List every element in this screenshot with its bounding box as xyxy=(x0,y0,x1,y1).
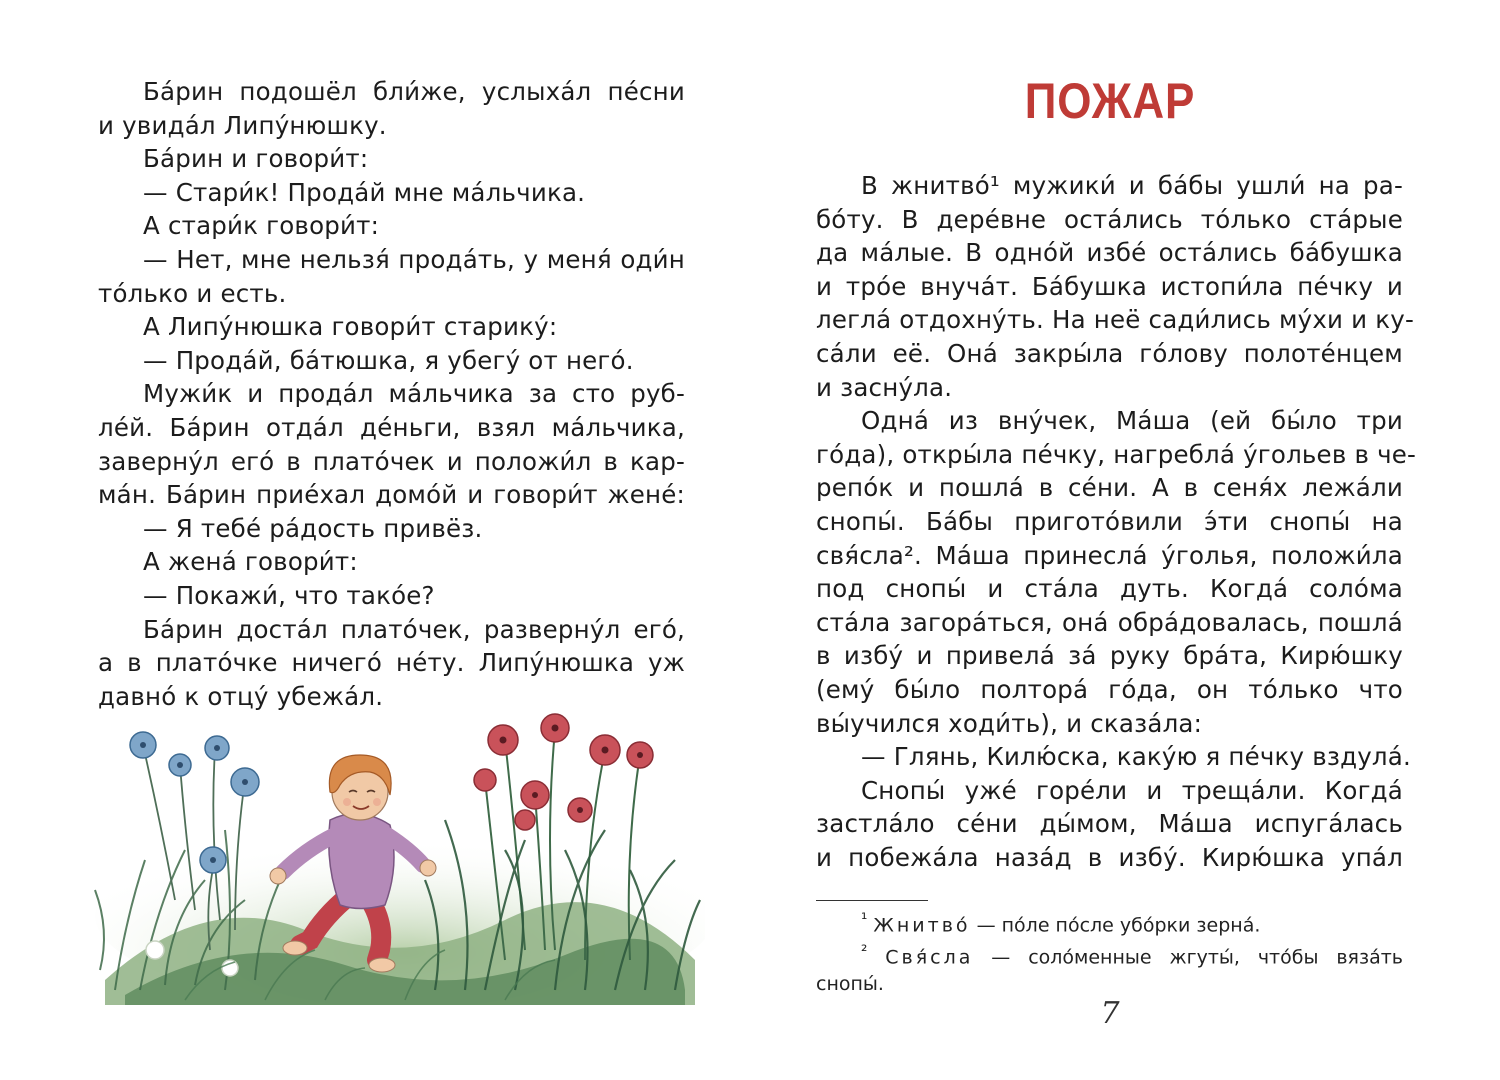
text-line: Одна́ из вну́чек, Ма́ша (ей бы́ло три xyxy=(861,406,1403,436)
footnote-term: Жнитво́ xyxy=(873,914,971,937)
text-line: А Липу́нюшка говори́т старику́: xyxy=(143,312,558,342)
text-line: репо́к и пошла́ в се́ни. А в сеня́х лежа́ли xyxy=(816,473,1403,503)
page-number: 7 xyxy=(1100,996,1120,1031)
footnote-1 xyxy=(816,906,1403,938)
text-line: (ему́ бы́ло полтора́ го́да, он то́лько что xyxy=(816,674,1403,704)
footnote-mark: ¹ xyxy=(861,909,868,928)
text-line: и засну́ла. xyxy=(816,372,953,402)
footnote-divider xyxy=(816,900,928,901)
text-line: да ма́лые. В одно́й избе́ оста́лись ба́бушка xyxy=(816,238,1403,268)
text-line: Мужи́к и прода́л ма́льчика за сто руб- xyxy=(143,379,685,409)
text-line: давно́ к отцу́ убежа́л. xyxy=(98,681,384,711)
text-line: ма́н. Ба́рин прие́хал домо́й и говори́т жене́: xyxy=(98,480,685,510)
footnote-2 xyxy=(816,938,1403,970)
footnote-text: — по́ле по́сле убо́рки зерна́. xyxy=(970,914,1261,937)
text-line: — Глянь, Килю́ска, каку́ю я пе́чку вздула́. xyxy=(861,742,1411,772)
text-line: А стари́к говори́т: xyxy=(143,211,380,241)
text-line: — Прода́й, ба́тюшка, я убегу́ от него́. xyxy=(143,345,634,375)
text-line: и тро́е внуча́т. Ба́бушка истопи́ла пе́чку и xyxy=(816,271,1403,301)
text-line: и увида́л Липу́нюшку. xyxy=(98,110,387,140)
text-line: — Стари́к! Прода́й мне ма́льчика. xyxy=(143,177,586,207)
left-page-text xyxy=(98,75,685,713)
text-line: в избу́ и привела́ за́ руку бра́та, Кирю́шку xyxy=(816,641,1403,671)
text-line: вы́учился ходи́ть), и сказа́ла: xyxy=(816,708,1203,738)
text-line: Ба́рин подошёл бли́же, услыха́л пе́сни xyxy=(143,77,685,106)
text-line: — Нет, мне нельзя́ прода́ть, у меня́ оди́н xyxy=(143,244,685,274)
text-line: и побежа́ла наза́д в избу́. Кирю́шка упа́л xyxy=(816,842,1403,872)
text-line: — Я тебе́ ра́дость привёз. xyxy=(143,513,483,543)
text-line: застла́ло се́ни ды́мом, Ма́ша испуга́лась xyxy=(816,809,1403,839)
text-line: Ба́рин и говори́т: xyxy=(143,144,369,174)
right-page-text xyxy=(816,169,1417,874)
text-line: а в плато́чке ничего́ не́ту. Липу́нюшка уж xyxy=(98,648,685,678)
text-line: са́ли её. Она́ закры́ла го́лову полоте́нцем xyxy=(816,338,1403,368)
text-line: Ба́рин доста́л плато́чек, разверну́л его́, xyxy=(143,614,685,644)
boy-running-illustration xyxy=(85,700,705,1005)
footnote-2-continuation: снопы́. xyxy=(816,972,884,995)
text-line: бо́ту. В дере́вне оста́лись то́лько ста́рые xyxy=(816,204,1403,234)
text-line: под снопы́ и ста́ла дуть. Когда́ соло́ма xyxy=(816,574,1403,604)
text-line: А жена́ говори́т: xyxy=(143,547,358,577)
footnote-term: Свя́сла xyxy=(885,946,974,969)
text-line: то́лько и есть. xyxy=(98,278,287,308)
text-line: В жнитво́¹ мужики́ и ба́бы ушли́ на ра- xyxy=(861,171,1403,200)
text-line: Снопы́ уже́ горе́ли и треща́ли. Когда́ xyxy=(861,775,1403,805)
text-line: го́да), откры́ла пе́чку, нагребла́ у́гольев в че- xyxy=(816,439,1417,469)
right-page xyxy=(750,0,1500,1080)
text-line: — Покажи́, что тако́е? xyxy=(143,580,435,610)
chapter-title: ПОЖАР xyxy=(1024,73,1196,129)
text-line: заверну́л его́ в плато́чек и положи́л в кар- xyxy=(98,446,685,476)
text-line: снопы́. Ба́бы пригото́вили э́ти снопы́ на xyxy=(816,506,1403,536)
text-line: свя́сла². Ма́ша принесла́ у́голья, положи́ла xyxy=(816,540,1403,570)
footnote-mark: ² xyxy=(861,941,868,961)
text-line: ле́й. Ба́рин отда́л де́ньги, взял ма́льчика, xyxy=(98,412,685,442)
footnote-text: — соло́менные жгуты́, что́бы вяза́ть xyxy=(973,946,1404,969)
text-line: ста́ла загора́ться, она́ обра́довалась, пошла́ xyxy=(816,607,1403,637)
footnotes xyxy=(816,906,1403,997)
text-line: легла́ отдохну́ть. На неё сади́лись му́хи и ку- xyxy=(816,305,1414,335)
